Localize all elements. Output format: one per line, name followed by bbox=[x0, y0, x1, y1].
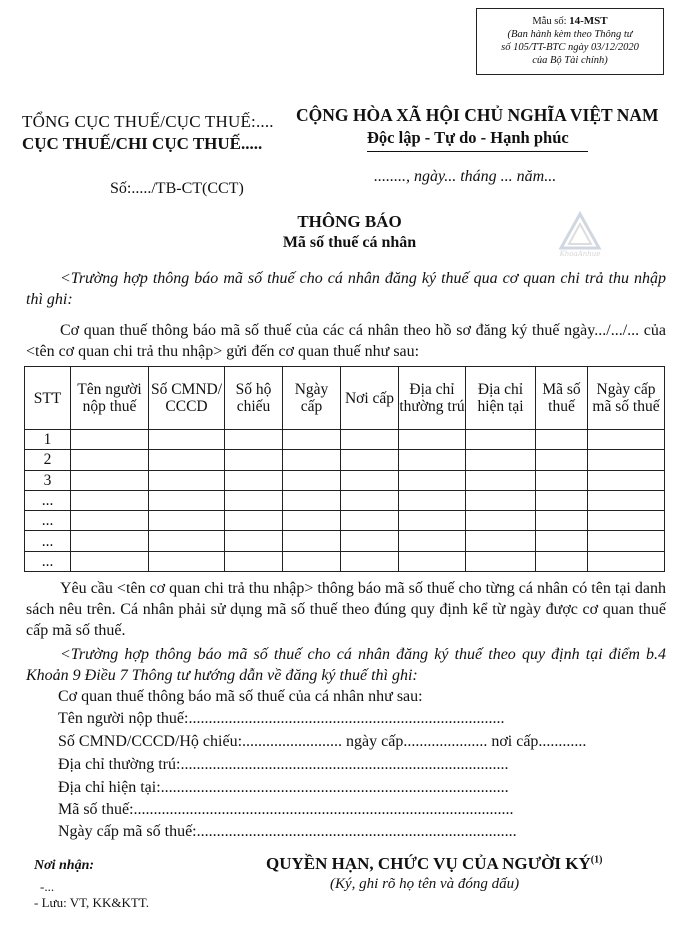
table-cell bbox=[466, 551, 536, 571]
table-cell bbox=[536, 551, 588, 571]
table-cell bbox=[71, 490, 149, 510]
signer-title-text: QUYỀN HẠN, CHỨC VỤ CỦA NGƯỜI KÝ bbox=[266, 854, 591, 873]
table-cell bbox=[399, 551, 466, 571]
header-cell: STT bbox=[25, 367, 71, 430]
table-cell bbox=[341, 490, 399, 510]
table-cell bbox=[536, 470, 588, 490]
table-body bbox=[25, 430, 665, 572]
table-cell bbox=[149, 531, 225, 551]
table-cell bbox=[71, 430, 149, 450]
recipients-line1: -... bbox=[40, 879, 55, 894]
table-cell bbox=[149, 430, 225, 450]
form-note-line1: (Ban hành kèm theo Thông tư bbox=[507, 29, 633, 40]
table-cell bbox=[399, 531, 466, 551]
row-index-cell: ... bbox=[25, 551, 71, 571]
table-row bbox=[25, 490, 665, 510]
table-cell bbox=[466, 531, 536, 551]
table-cell bbox=[283, 531, 341, 551]
table-cell bbox=[341, 511, 399, 531]
table-cell bbox=[588, 531, 665, 551]
table-cell bbox=[71, 531, 149, 551]
document-number: Số:...../TB-CT(CCT) bbox=[110, 180, 244, 197]
table-cell bbox=[149, 450, 225, 470]
table-row bbox=[25, 470, 665, 490]
agency-line1: TỔNG CỤC THUẾ/CỤC THUẾ:.... bbox=[22, 112, 274, 131]
motto-underline bbox=[367, 151, 588, 152]
table-header-row bbox=[25, 367, 665, 430]
field-tax-code-date: Ngày cấp mã số thuế:................................................................................ bbox=[58, 823, 517, 840]
header-cell: Địa chỉ hiện tại bbox=[466, 367, 536, 430]
table-cell bbox=[399, 430, 466, 450]
header-cell: Tên người nộp thuế bbox=[71, 367, 149, 430]
watermark-logo bbox=[555, 210, 605, 258]
row-index-cell: 3 bbox=[25, 470, 71, 490]
table-cell bbox=[466, 490, 536, 510]
table-cell bbox=[71, 511, 149, 531]
table-row bbox=[25, 450, 665, 470]
field-current-address: Địa chỉ hiện tại:....................................................................................... bbox=[58, 779, 509, 796]
taxpayer-table bbox=[24, 366, 665, 572]
table-row bbox=[25, 551, 665, 571]
table-cell bbox=[225, 551, 283, 571]
table-row bbox=[25, 531, 665, 551]
field-permanent-address: Địa chỉ thường trú:.................................................................................. bbox=[58, 756, 509, 773]
table-cell bbox=[283, 551, 341, 571]
table-cell bbox=[225, 450, 283, 470]
table-cell bbox=[225, 511, 283, 531]
table-cell bbox=[341, 551, 399, 571]
recipients-label: Nơi nhận: bbox=[34, 858, 95, 873]
table-cell bbox=[588, 490, 665, 510]
table-cell bbox=[149, 490, 225, 510]
header-cell: Địa chỉ thường trú bbox=[399, 367, 466, 430]
table-cell bbox=[225, 470, 283, 490]
table-cell bbox=[283, 430, 341, 450]
table-cell bbox=[283, 450, 341, 470]
table-cell bbox=[71, 450, 149, 470]
table-cell bbox=[149, 511, 225, 531]
case2-heading: <Trường hợp thông báo mã số thuế cho cá nhân đăng ký thuế theo quy định tại điểm b.4 Khoản 9 Điều 7 Thông tư hướng dẫn về đăng ký thuế thì ghi: bbox=[26, 646, 666, 684]
table-cell bbox=[399, 450, 466, 470]
signer-title bbox=[266, 854, 602, 874]
table-row bbox=[25, 511, 665, 531]
row-index-cell: ... bbox=[25, 531, 71, 551]
form-code-label: Mẫu số: bbox=[532, 16, 570, 27]
table-cell bbox=[71, 470, 149, 490]
table-cell bbox=[283, 470, 341, 490]
form-note-line2: số 105/TT-BTC ngày 03/12/2020 bbox=[501, 42, 639, 53]
form-note-line3: của Bộ Tài chính) bbox=[532, 55, 608, 66]
table-cell bbox=[588, 551, 665, 571]
recipients-line2: - Lưu: VT, KK&KTT. bbox=[34, 895, 150, 910]
table-cell bbox=[466, 450, 536, 470]
field-tax-code: Mã số thuế:............................................................................................... bbox=[58, 801, 514, 818]
table-cell bbox=[149, 470, 225, 490]
field-id-number: Số CMND/CCCD/Hộ chiếu:......................... ngày cấp..................... nơi cấp............ bbox=[58, 733, 587, 750]
row-index-cell: ... bbox=[25, 511, 71, 531]
table-cell bbox=[536, 531, 588, 551]
row-index-cell: ... bbox=[25, 490, 71, 510]
table-cell bbox=[341, 531, 399, 551]
table-cell bbox=[341, 430, 399, 450]
document-date: ........, ngày... tháng ... năm... bbox=[374, 168, 557, 185]
field-taxpayer-name: Tên người nộp thuế:............................................................................... bbox=[58, 710, 505, 727]
document-title: THÔNG BÁO bbox=[297, 212, 402, 231]
form-code-box bbox=[476, 8, 664, 75]
table-cell bbox=[149, 551, 225, 571]
document-subtitle: Mã số thuế cá nhân bbox=[282, 234, 417, 251]
table-cell bbox=[466, 430, 536, 450]
signer-note: (Ký, ghi rõ họ tên và đóng dấu) bbox=[330, 876, 520, 892]
table-cell bbox=[341, 450, 399, 470]
national-title: CỘNG HÒA XÃ HỘI CHỦ NGHĨA VIỆT NAM bbox=[296, 105, 659, 125]
case1-intro: Cơ quan thuế thông báo mã số thuế của các cá nhân theo hồ sơ đăng ký thuế ngày.../.../... của <tên cơ quan chi trả thu nhập> gửi đến cơ quan thuế như sau: bbox=[26, 322, 666, 360]
table-cell bbox=[536, 511, 588, 531]
signer-footnote: (1) bbox=[590, 854, 603, 866]
row-index-cell: 1 bbox=[25, 430, 71, 450]
header-cell: Ngày cấp bbox=[283, 367, 341, 430]
table-cell bbox=[283, 511, 341, 531]
agency-line2: CỤC THUẾ/CHI CỤC THUẾ..... bbox=[22, 134, 263, 153]
national-motto: Độc lập - Tự do - Hạnh phúc bbox=[367, 128, 569, 147]
table-cell bbox=[588, 511, 665, 531]
table-cell bbox=[588, 470, 665, 490]
table-cell bbox=[466, 511, 536, 531]
row-index-cell: 2 bbox=[25, 450, 71, 470]
table-cell bbox=[588, 430, 665, 450]
form-code: 14-MST bbox=[569, 15, 608, 27]
watermark-logo-text: KhoaAnhue bbox=[559, 250, 601, 258]
table-cell bbox=[225, 490, 283, 510]
header-cell: Số hộ chiếu bbox=[225, 367, 283, 430]
table-row bbox=[25, 430, 665, 450]
after-table-text: Yêu cầu <tên cơ quan chi trả thu nhập> thông báo mã số thuế cho từng cá nhân có tên tại danh sách nêu trên. Cá nhân phải sử dụng mã số thuế theo đúng quy định kể từ ngày được cơ quan thuế cấp mã số thuế. bbox=[26, 580, 666, 639]
table-cell bbox=[283, 490, 341, 510]
table-cell bbox=[341, 470, 399, 490]
case1-heading: <Trường hợp thông báo mã số thuế cho cá nhân đăng ký thuế qua cơ quan chi trả thu nhập thì ghi: bbox=[26, 270, 666, 308]
table-cell bbox=[225, 531, 283, 551]
header-cell: Nơi cấp bbox=[341, 367, 399, 430]
table-cell bbox=[588, 450, 665, 470]
table-cell bbox=[466, 470, 536, 490]
case2-intro: Cơ quan thuế thông báo mã số thuế của cá nhân như sau: bbox=[58, 688, 423, 705]
table-cell bbox=[536, 430, 588, 450]
header-cell: Ngày cấp mã số thuế bbox=[588, 367, 665, 430]
table-cell bbox=[399, 511, 466, 531]
header-cell: Mã số thuế bbox=[536, 367, 588, 430]
table-cell bbox=[225, 430, 283, 450]
table-cell bbox=[536, 490, 588, 510]
table-cell bbox=[399, 470, 466, 490]
table-cell bbox=[399, 490, 466, 510]
header-cell: Số CMND/ CCCD bbox=[149, 367, 225, 430]
table-cell bbox=[71, 551, 149, 571]
table-cell bbox=[536, 450, 588, 470]
